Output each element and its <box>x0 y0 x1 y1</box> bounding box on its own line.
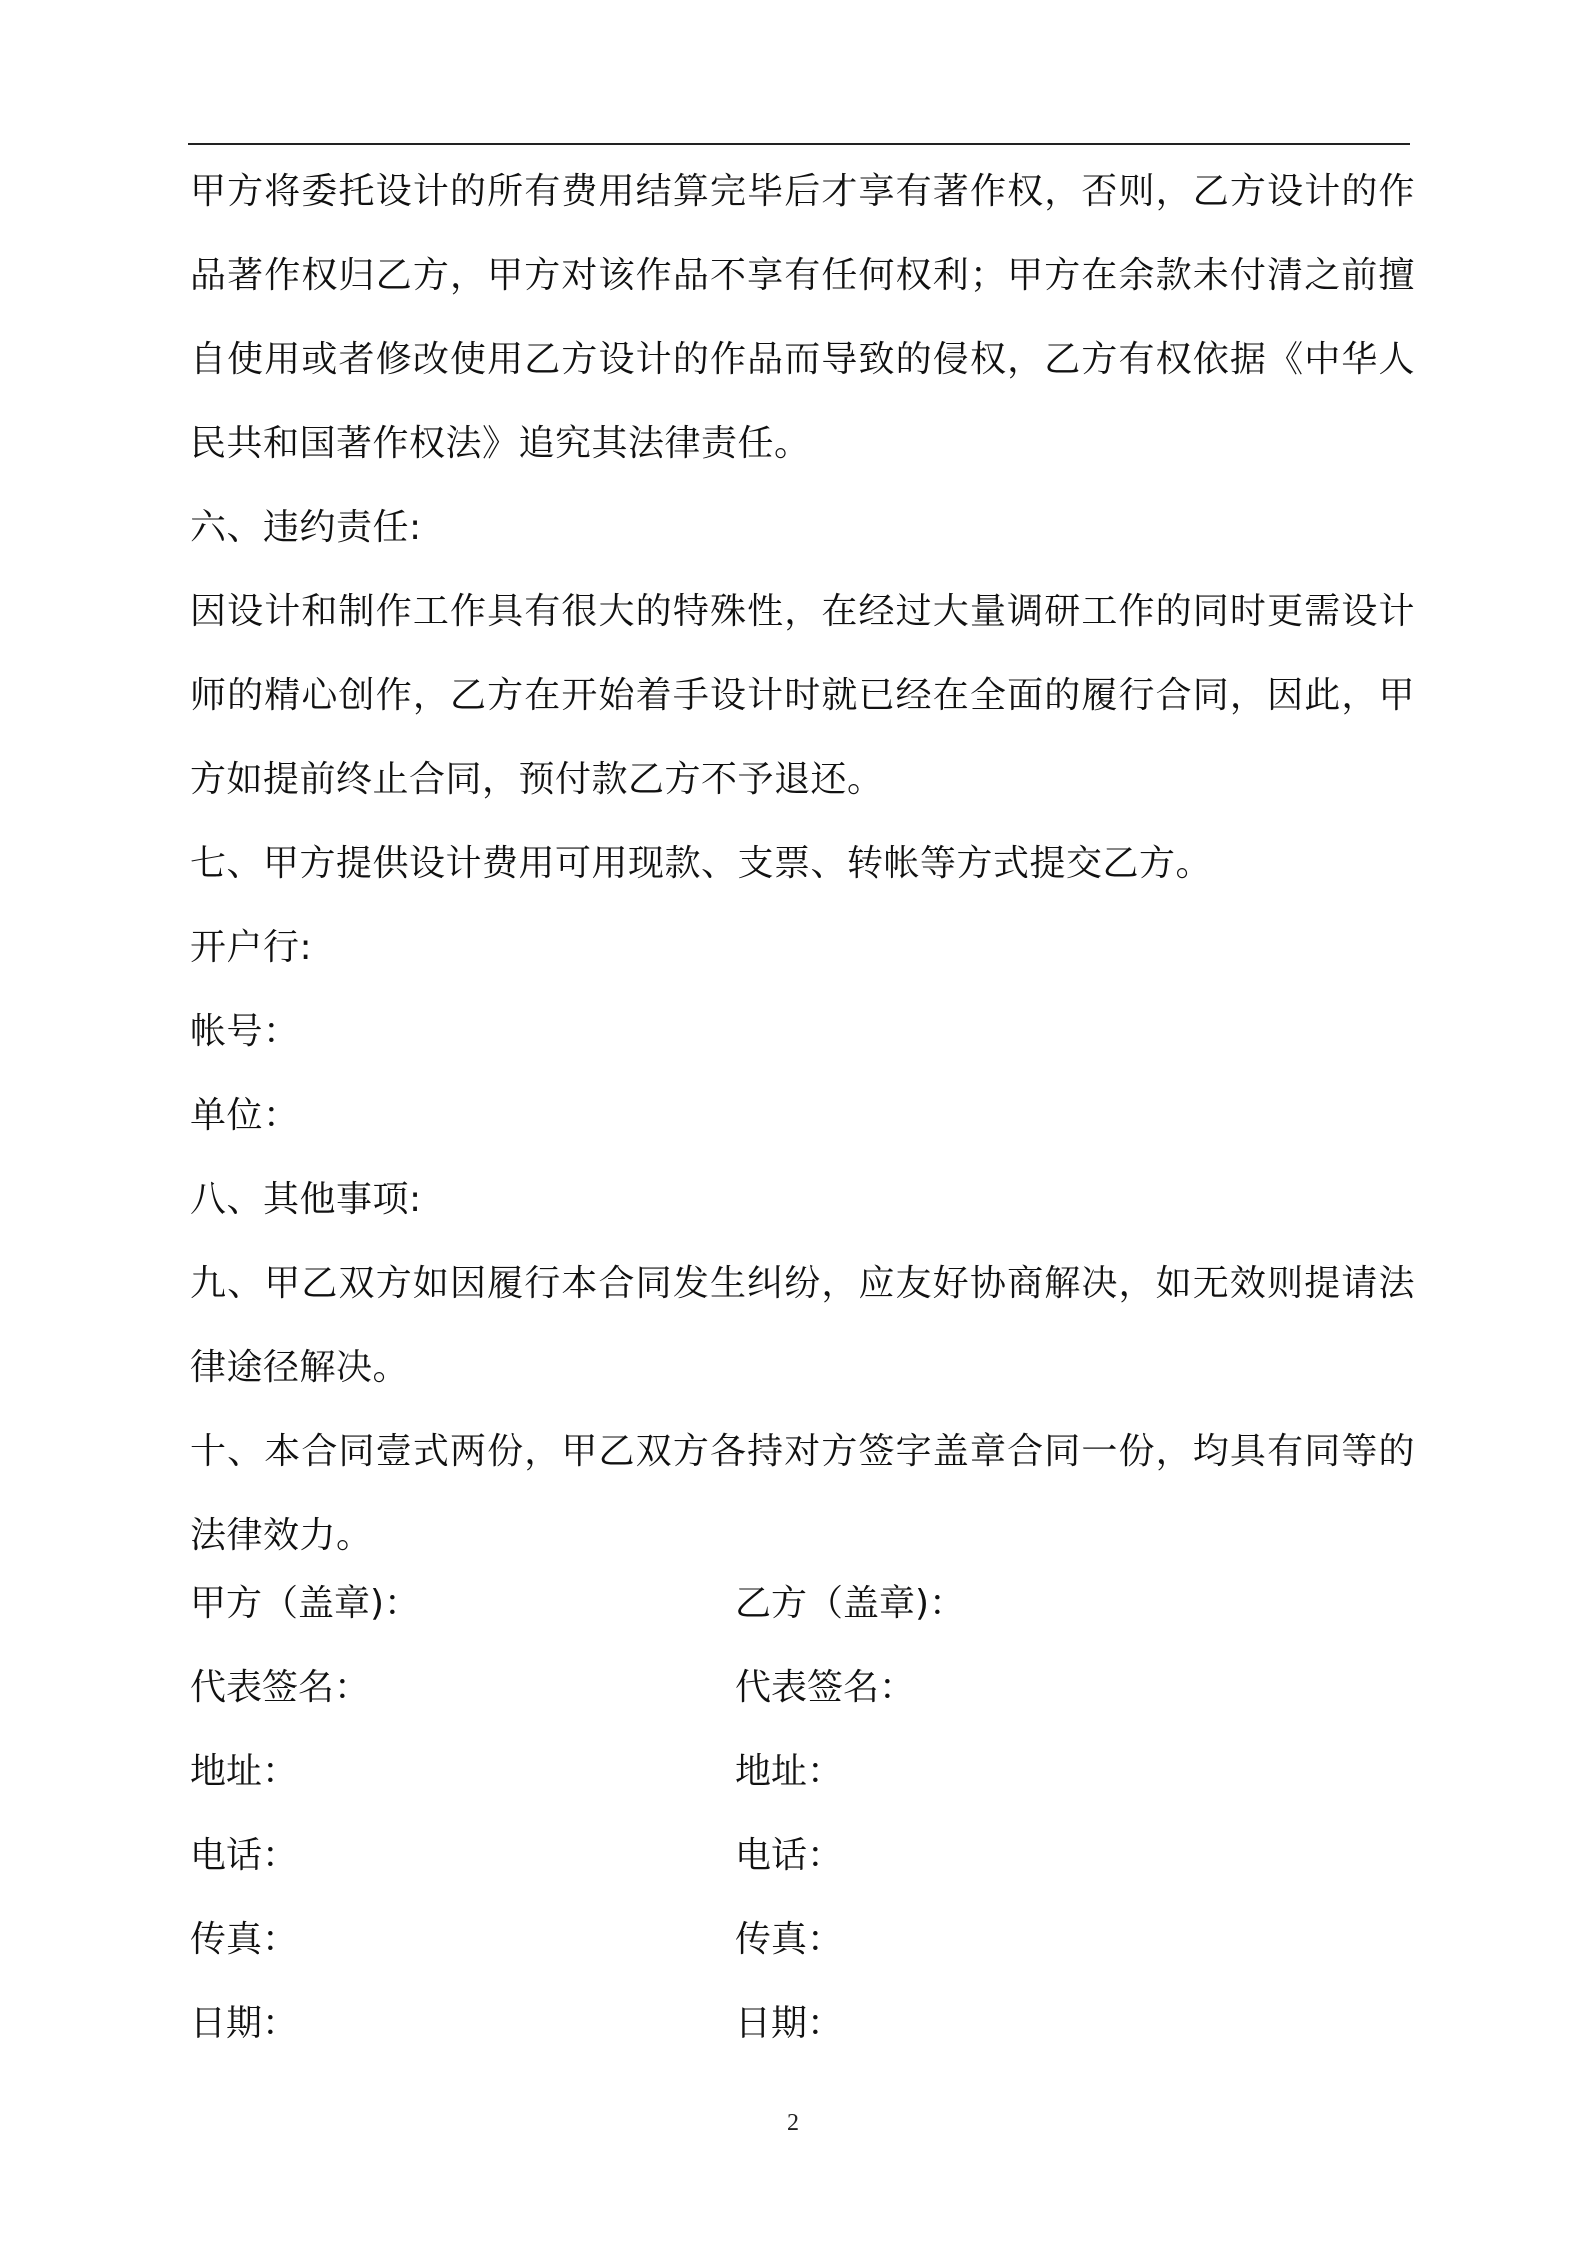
contract-body <box>190 150 1415 1578</box>
section-8: 八、其他事项: <box>190 1179 422 1220</box>
party-a-seal: 甲方（盖章)： <box>190 1583 421 1624</box>
signature-row-date <box>190 1982 1415 2066</box>
party-a-fax: 传真： <box>190 1919 299 1960</box>
section-7: 七、甲方提供设计费用可用现款、支票、转帐等方式提交乙方。 <box>190 843 1213 884</box>
signature-row-address <box>190 1730 1415 1814</box>
unit-label: 单位： <box>190 1095 300 1136</box>
header-rule <box>188 143 1410 145</box>
signature-row-fax <box>190 1898 1415 1982</box>
party-a-phone: 电话： <box>190 1835 299 1876</box>
party-b-phone: 电话： <box>735 1835 844 1876</box>
signature-row-rep <box>190 1646 1415 1730</box>
party-a-address: 地址： <box>190 1751 299 1792</box>
party-b-date: 日期： <box>735 2003 844 2044</box>
bank-label: 开户行: <box>190 927 313 968</box>
section-10: 十、本合同壹式两份，甲乙双方各持对方签字盖章合同一份，均具有同等的法律效力。 <box>190 1431 1415 1556</box>
party-b-seal: 乙方（盖章)： <box>735 1583 966 1624</box>
party-a-date: 日期： <box>190 2003 299 2044</box>
copyright-clause: 甲方将委托设计的所有费用结算完毕后才享有著作权，否则，乙方设计的作品著作权归乙方，甲方对该作品不享有任何权利；甲方在余款未付清之前擅自使用或者修改使用乙方设计的作品而导致的侵权，乙方有权依据《中华人民共和国著作权法》追究其法律责任。 <box>190 171 1415 464</box>
party-b-rep: 代表签名： <box>735 1667 916 1708</box>
section-6-body: 因设计和制作工作具有很大的特殊性，在经过大量调研工作的同时更需设计师的精心创作，乙方在开始着手设计时就已经在全面的履行合同，因此，甲方如提前终止合同，预付款乙方不予退还。 <box>190 591 1415 800</box>
section-6-heading: 六、违约责任: <box>190 507 422 548</box>
party-a-rep: 代表签名： <box>190 1667 371 1708</box>
party-b-fax: 传真： <box>735 1919 844 1960</box>
page-number: 2 <box>787 2110 799 2136</box>
account-label: 帐号： <box>190 1011 300 1052</box>
signature-row-phone <box>190 1814 1415 1898</box>
party-b-address: 地址： <box>735 1751 844 1792</box>
section-9: 九、甲乙双方如因履行本合同发生纠纷，应友好协商解决，如无效则提请法律途径解决。 <box>190 1263 1415 1388</box>
signature-block <box>190 1562 1415 2066</box>
signature-row-seal <box>190 1562 1415 1646</box>
